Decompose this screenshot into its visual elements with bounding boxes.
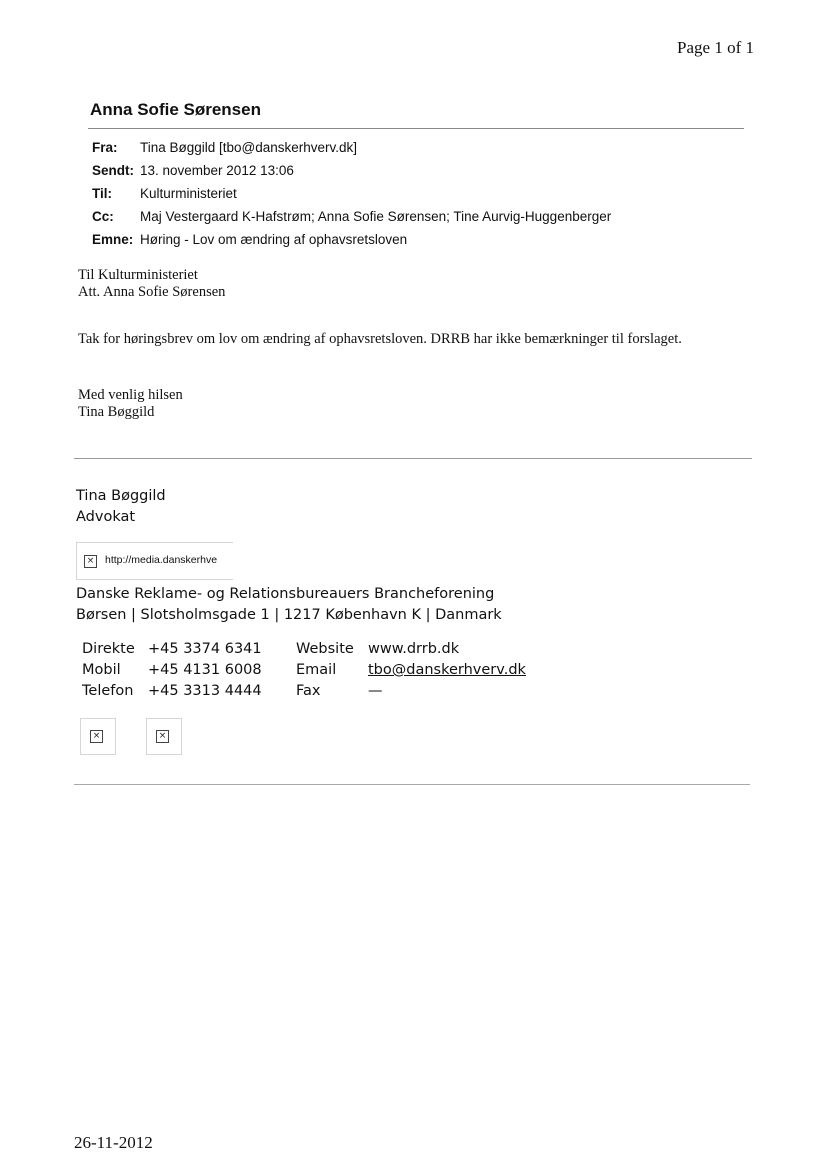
recipient-line: Til Kulturministeriet [78,267,198,283]
closing-block [78,387,183,421]
fax-value: — [368,683,383,699]
to-row [92,186,237,201]
header-divider [88,128,744,129]
logo-image-link[interactable]: http://media.danskerhve [105,554,218,566]
direct-phone-label: Direkte [82,641,135,657]
closing-name: Tina Bøggild [78,404,155,420]
social-image-placeholder-2[interactable] [146,718,182,755]
footer-divider [74,784,750,785]
page-number-label: Page 1 of 1 [677,38,754,57]
signature-organization-block [76,584,502,626]
fax-label: Fax [296,683,321,699]
direct-phone-value: +45 3374 6341 [148,641,262,657]
website-label: Website [296,641,354,657]
sent-row [92,163,294,178]
subject-row [92,232,407,247]
message-text: Tak for høringsbrev om lov om ændring af ophavsretsloven. DRRB har ikke bemærkninger til forslaget. [78,331,682,347]
broken-image-icon: × [90,730,103,743]
subject-label: Emne: [92,232,134,247]
to-label: Til: [92,186,112,201]
broken-image-icon: × [156,730,169,743]
cc-row [92,209,611,224]
social-image-placeholder-1[interactable] [80,718,116,755]
recipient-block [78,267,225,301]
phone-label: Telefon [82,683,134,699]
email-label: Email [296,662,337,678]
closing-greeting: Med venlig hilsen [78,387,183,403]
from-value: Tina Bøggild [tbo@danskerhverv.dk] [140,140,358,155]
mobile-phone-label: Mobil [82,662,121,678]
organization-address: Børsen | Slotsholmsgade 1 | 1217 København K | Danmark [76,607,502,623]
subject-value: Høring - Lov om ændring af ophavsretsloven [140,232,408,247]
signature-name: Tina Bøggild [76,488,166,504]
cc-label: Cc: [92,209,114,224]
from-row [92,140,357,155]
signature-divider [74,458,752,459]
from-label: Fra: [92,140,118,155]
attention-line: Att. Anna Sofie Sørensen [78,284,226,300]
signature-person [76,486,166,528]
phone-value: +45 3313 4444 [148,683,262,699]
signature-title: Advokat [76,509,136,525]
broken-image-icon: × [84,555,97,568]
mailbox-owner-name: Anna Sofie Sørensen [90,100,261,119]
to-value: Kulturministeriet [140,186,237,201]
website-link[interactable]: www.drrb.dk [368,641,460,657]
mobile-phone-value: +45 4131 6008 [148,662,262,678]
email-link[interactable]: tbo@danskerhverv.dk [368,662,526,678]
organization-name: Danske Reklame- og Relationsbureauers Brancheforening [76,586,495,602]
cc-value: Maj Vestergaard K-Hafstrøm; Anna Sofie Sørensen; Tine Aurvig-Huggenberger [140,209,612,224]
sent-value: 13. november 2012 13:06 [140,163,294,178]
print-date: 26-11-2012 [74,1133,153,1152]
sent-label: Sendt: [92,163,134,178]
logo-image-placeholder[interactable] [76,542,233,580]
